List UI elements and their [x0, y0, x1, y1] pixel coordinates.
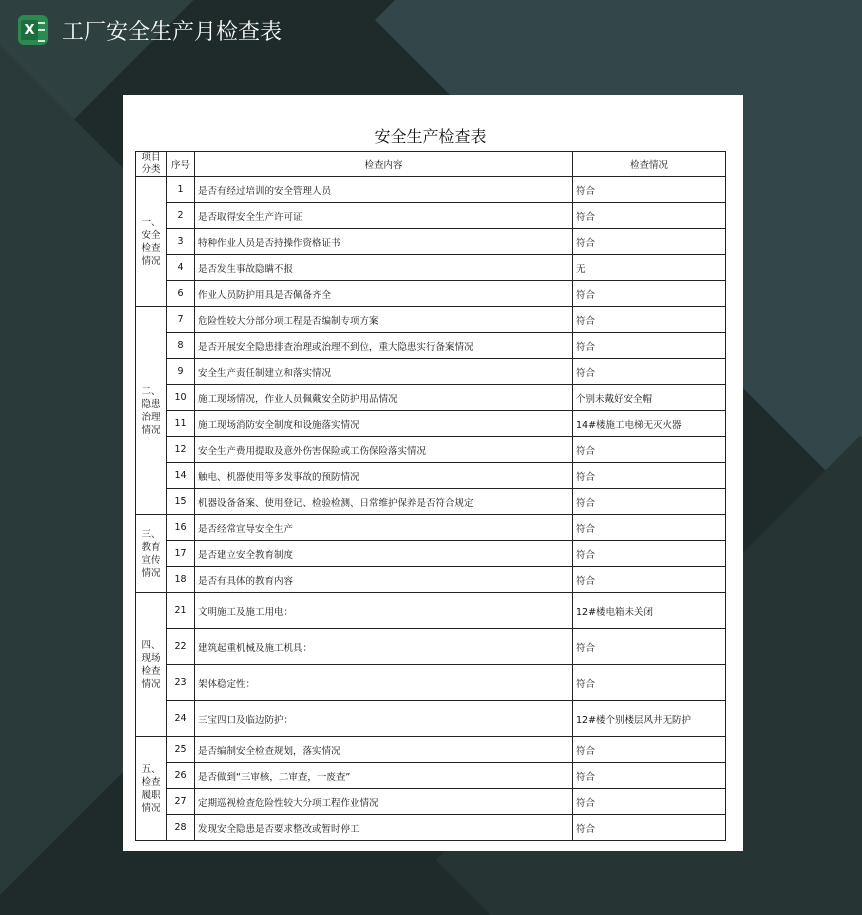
row-number: 28 [167, 815, 195, 841]
row-content: 触电、机器使用等多发事故的预防情况 [195, 463, 573, 489]
row-content: 特种作业人员是否持操作资格证书 [195, 229, 573, 255]
table-row [136, 763, 726, 789]
table-row [136, 255, 726, 281]
row-content: 架体稳定性： [195, 665, 573, 701]
row-content: 安全生产费用提取及意外伤害保险或工伤保险落实情况 [195, 437, 573, 463]
row-number: 16 [167, 515, 195, 541]
row-number: 1 [167, 177, 195, 203]
row-number: 8 [167, 333, 195, 359]
row-number: 4 [167, 255, 195, 281]
table-row [136, 307, 726, 333]
row-content: 定期巡视检查危险性较大分项工程作业情况 [195, 789, 573, 815]
row-status: 符合 [573, 763, 726, 789]
inspection-table [135, 119, 726, 841]
excel-x-glyph: X [21, 20, 38, 40]
row-content: 是否有具体的教育内容 [195, 567, 573, 593]
table-row [136, 359, 726, 385]
header-content: 检查内容 [195, 152, 573, 177]
row-content: 是否编制安全检查规划，落实情况 [195, 737, 573, 763]
table-row [136, 629, 726, 665]
row-content: 是否开展安全隐患排查治理或治理不到位，重大隐患实行备案情况 [195, 333, 573, 359]
header-category: 项目 分类 [136, 152, 167, 177]
row-status: 符合 [573, 359, 726, 385]
row-number: 9 [167, 359, 195, 385]
row-content: 三宝四口及临边防护： [195, 701, 573, 737]
row-status: 符合 [573, 307, 726, 333]
row-status: 符合 [573, 515, 726, 541]
page-title: 工厂安全生产月检查表 [62, 19, 283, 45]
row-number: 17 [167, 541, 195, 567]
row-number: 3 [167, 229, 195, 255]
row-content: 是否发生事故隐瞒不报 [195, 255, 573, 281]
row-content: 是否经常宣导安全生产 [195, 515, 573, 541]
row-status: 个别未戴好安全帽 [573, 385, 726, 411]
table-row [136, 593, 726, 629]
row-status: 符合 [573, 203, 726, 229]
row-status: 符合 [573, 281, 726, 307]
table-title-row [136, 119, 726, 152]
header-no: 序号 [167, 152, 195, 177]
row-number: 26 [167, 763, 195, 789]
section-label: 三、 教育 宣传 情况 [136, 515, 167, 593]
table-row [136, 437, 726, 463]
row-status: 符合 [573, 567, 726, 593]
row-status: 符合 [573, 629, 726, 665]
table-row [136, 489, 726, 515]
row-number: 14 [167, 463, 195, 489]
table-row [136, 789, 726, 815]
row-number: 23 [167, 665, 195, 701]
row-number: 21 [167, 593, 195, 629]
row-content: 危险性较大分部分项工程是否编制专项方案 [195, 307, 573, 333]
row-number: 24 [167, 701, 195, 737]
row-status: 符合 [573, 333, 726, 359]
row-number: 11 [167, 411, 195, 437]
row-status: 符合 [573, 815, 726, 841]
table-row [136, 203, 726, 229]
row-number: 7 [167, 307, 195, 333]
row-number: 27 [167, 789, 195, 815]
header [0, 0, 862, 60]
row-status: 符合 [573, 489, 726, 515]
row-number: 2 [167, 203, 195, 229]
row-status: 符合 [573, 229, 726, 255]
table-row [136, 177, 726, 203]
table-row [136, 515, 726, 541]
row-content: 文明施工及施工用电： [195, 593, 573, 629]
row-content: 发现安全隐患是否要求整改或暂时停工 [195, 815, 573, 841]
table-row [136, 333, 726, 359]
table-row [136, 665, 726, 701]
row-content: 作业人员防护用具是否佩备齐全 [195, 281, 573, 307]
table-row [136, 567, 726, 593]
table-row [136, 281, 726, 307]
row-content: 安全生产责任制建立和落实情况 [195, 359, 573, 385]
row-number: 22 [167, 629, 195, 665]
table-row [136, 815, 726, 841]
row-content: 建筑起重机械及施工机具： [195, 629, 573, 665]
row-number: 15 [167, 489, 195, 515]
row-number: 18 [167, 567, 195, 593]
section-label: 二、 隐患 治理 情况 [136, 307, 167, 515]
row-content: 施工现场情况，作业人员佩戴安全防护用品情况 [195, 385, 573, 411]
row-content: 是否取得安全生产许可证 [195, 203, 573, 229]
row-number: 12 [167, 437, 195, 463]
table-row [136, 385, 726, 411]
row-content: 是否建立安全教育制度 [195, 541, 573, 567]
row-status: 符合 [573, 437, 726, 463]
row-content: 机器设备备案、使用登记、检验检测、日常维护保养是否符合规定 [195, 489, 573, 515]
row-number: 10 [167, 385, 195, 411]
row-number: 6 [167, 281, 195, 307]
row-content: 施工现场消防安全制度和设施落实情况 [195, 411, 573, 437]
row-status: 无 [573, 255, 726, 281]
table-row [136, 701, 726, 737]
sheet-title: 安全生产检查表 [136, 119, 726, 152]
row-status: 14#楼施工电梯无灭火器 [573, 411, 726, 437]
row-status: 符合 [573, 789, 726, 815]
excel-icon [18, 15, 48, 45]
row-status: 符合 [573, 541, 726, 567]
table-row [136, 463, 726, 489]
section-label: 五、 检查 履职 情况 [136, 737, 167, 841]
row-status: 12#楼个别楼层风井无防护 [573, 701, 726, 737]
section-label: 四、 现场 检查 情况 [136, 593, 167, 737]
table-row [136, 229, 726, 255]
excel-lines-glyph [38, 22, 45, 42]
row-status: 符合 [573, 665, 726, 701]
table-row [136, 737, 726, 763]
table-row [136, 411, 726, 437]
header-row [136, 152, 726, 177]
row-status: 符合 [573, 737, 726, 763]
row-content: 是否做到“三审核，二审查，一废查” [195, 763, 573, 789]
row-content: 是否有经过培训的安全管理人员 [195, 177, 573, 203]
header-status: 检查情况 [573, 152, 726, 177]
row-number: 25 [167, 737, 195, 763]
row-status: 12#楼电箱未关闭 [573, 593, 726, 629]
row-status: 符合 [573, 463, 726, 489]
table-row [136, 541, 726, 567]
row-status: 符合 [573, 177, 726, 203]
section-label: 一、 安全 检查 情况 [136, 177, 167, 307]
sheet-page [123, 95, 743, 851]
